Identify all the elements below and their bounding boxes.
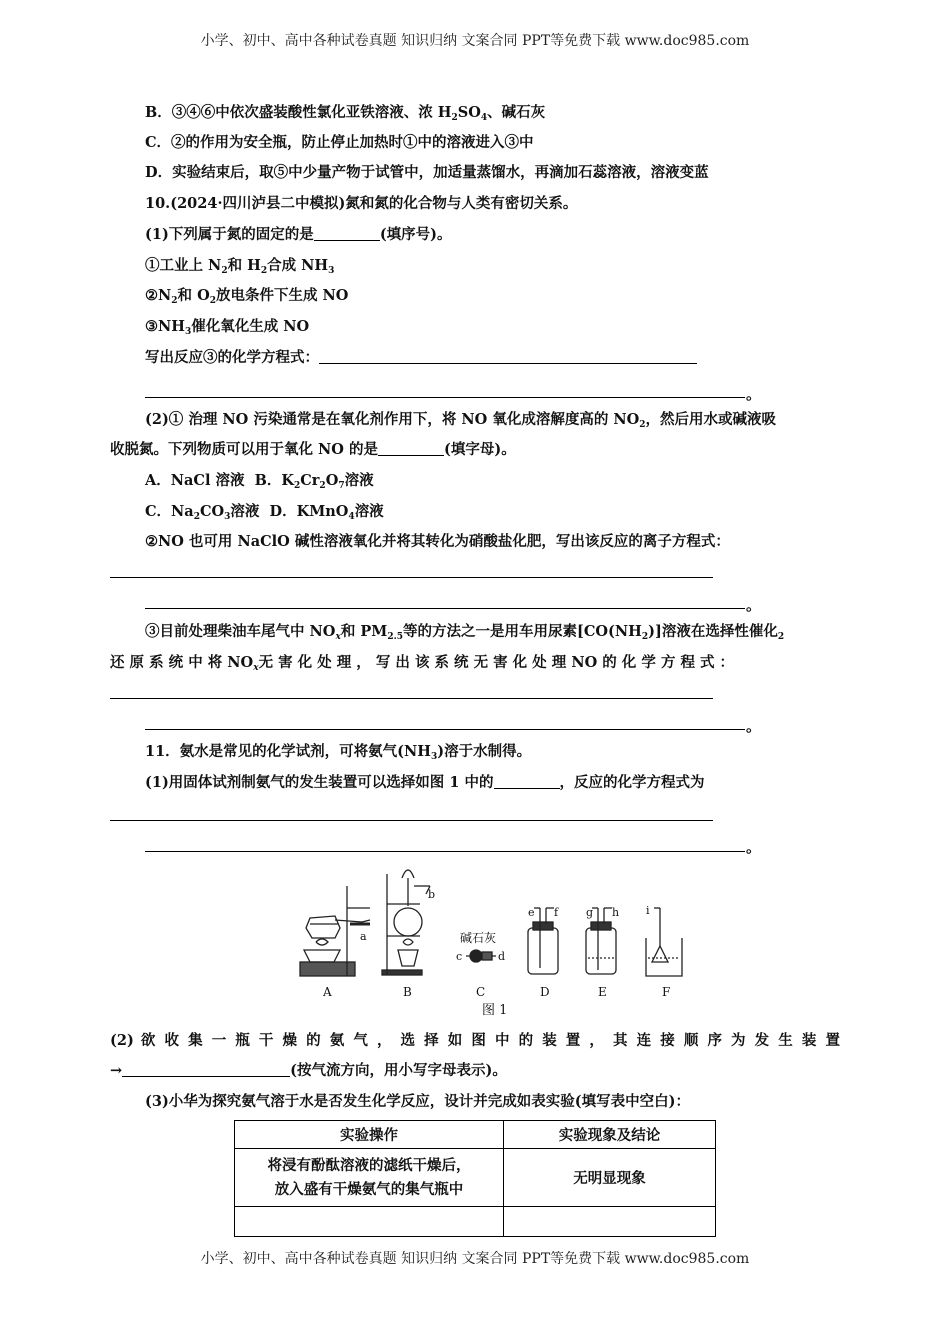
text: CO	[199, 503, 225, 520]
q10-part2b: ②NO 也可用 NaClO 碱性溶液氧化并将其转化为硝酸盐化肥，写出该反应的离子方程式：	[145, 533, 730, 550]
q11-part2-line1: (2) 欲 收 集 一 瓶 干 燥 的 氨 气 ， 选 择 如 图 中 的 装 置 ， 其 连 接 顺 序 为 发 生 装 置	[110, 1032, 840, 1049]
answer-line[interactable]	[110, 577, 713, 578]
q11-title: 11．氨水是常见的化学试剂，可将氨气$(NH_3)$溶于水制得。	[145, 743, 532, 762]
table-cell: 无明显现象	[504, 1149, 716, 1207]
apparatus-b	[382, 870, 430, 975]
table-row	[235, 1149, 716, 1207]
answer-line[interactable]	[110, 820, 713, 821]
text: 收脱氮。下列物质可以用于氧化 NO 的是	[110, 441, 378, 458]
text: 溶液	[344, 472, 374, 489]
answer-line[interactable]	[145, 729, 745, 730]
text: B．K	[254, 472, 294, 489]
arrow-icon: →	[110, 1062, 123, 1079]
table-row	[235, 1207, 716, 1237]
experiment-table	[234, 1120, 716, 1237]
answer-blank[interactable]	[314, 240, 380, 241]
answer-blank[interactable]	[378, 455, 444, 456]
apparatus-c	[466, 950, 496, 962]
text: (填序号)。	[379, 226, 452, 243]
period: 。	[746, 596, 762, 614]
port-d: d	[498, 950, 506, 963]
port-c: c	[456, 950, 463, 963]
q10-options-cd	[145, 502, 840, 527]
text: 溶液	[354, 503, 384, 520]
option-d: D．KMnO$_4$溶液	[269, 503, 384, 522]
q10-title: 10.(2024·四川泸县二中模拟)氮和氮的化合物与人类有密切关系。	[145, 195, 578, 212]
answer-blank[interactable]	[122, 1076, 290, 1077]
q10-options-ab	[145, 471, 840, 496]
q10-item1: ①工业上 $N_2$和 $H_2$合成 $NH_3$	[145, 257, 335, 276]
text: )溶于水制得。	[437, 743, 532, 760]
q9-option-b: B．③④⑥中依次盛装酸性氯化亚铁溶液、浓 $H_2SO_4$、碱石灰	[145, 104, 546, 123]
q11-part1	[145, 773, 840, 793]
text: (2)① 治理 NO 污染通常是在氧化剂作用下，将 NO 氧化成溶解度高的 NO	[145, 411, 640, 428]
text: ③NH	[145, 318, 185, 335]
text: 等的方法之一是用车用尿素[CO(NH	[403, 623, 642, 640]
port-f: f	[554, 906, 559, 919]
apparatus-figure	[290, 858, 710, 1020]
text: D．KMnO	[269, 503, 349, 520]
text: 放电条件下生成 NO	[215, 287, 349, 304]
period: 。	[746, 838, 762, 856]
text: B．③④⑥中依次盛装酸性氯化亚铁溶液、浓 H	[145, 104, 452, 121]
q10-item3: $③NH_3$催化氧化生成 NO	[145, 318, 310, 337]
text: ③目前处理柴油车尾气中 NO	[145, 623, 336, 640]
text: ，然后用水或碱液吸	[645, 411, 777, 428]
port-i: i	[646, 904, 650, 917]
page-footer: 小学、初中、高中各种试卷真题 知识归纳 文案合同 PPT等免费下载 www.doc985.com	[200, 1251, 750, 1267]
answer-line[interactable]	[145, 608, 745, 609]
answer-line[interactable]	[145, 851, 745, 852]
answer-line[interactable]	[110, 698, 713, 699]
table-cell-blank[interactable]	[504, 1207, 716, 1237]
text: ②N	[145, 287, 172, 304]
q10-part2-line2	[110, 440, 840, 460]
text: )]溶液在选择性催化	[648, 623, 778, 640]
text: 无 害 化 处 理 ， 写 出 该 系 统 无 害 化 处 理 NO 的 化 学 方 程 式 ：	[258, 654, 735, 671]
text: 溶液	[230, 503, 260, 520]
text: 2.5	[387, 632, 403, 642]
q11-part2-line2	[110, 1061, 840, 1081]
q10-part3-line1: ③目前处理柴油车尾气中 $NO_x$和 $PM_{2.5}$等的方法之一是用车用尿素$[CO(NH_2)]$溶液在选择性催化$_2$	[145, 623, 785, 642]
label-f: F	[662, 985, 671, 999]
q10-part1	[145, 225, 840, 245]
text: (1)用固体试剂制氨气的发生装置可以选择如图 1 中的	[145, 774, 494, 791]
label-e: E	[598, 985, 607, 999]
label-a: A	[323, 985, 332, 999]
text: 将浸有酚酞溶液的滤纸干燥后，	[267, 1156, 471, 1174]
soda-lime-label: 碱石灰	[460, 931, 497, 945]
text: 写出反应③的化学方程式：	[145, 349, 319, 366]
table-cell-blank[interactable]	[235, 1207, 504, 1237]
port-b: b	[428, 888, 436, 901]
port-g: g	[586, 906, 594, 919]
text: ，反应的化学方程式为	[559, 774, 705, 791]
q9-option-d: D．实验结束后，取⑤中少量产物于试管中，加适量蒸馏水，再滴加石蕊溶液，溶液变蓝	[145, 164, 709, 181]
table-header: 实验现象及结论	[504, 1121, 716, 1149]
option-b: B．$K_2Cr_2O_7$溶液	[254, 472, 374, 491]
q10-part3-line2: 还 原 系 统 中 将 $NO_x$无 害 化 处 理 ， 写 出 该 系 统 无 害 化 处 理 NO 的 化 学 方 程 式 ：	[110, 654, 735, 673]
port-e: e	[528, 906, 535, 919]
text: 催化氧化生成 NO	[191, 318, 310, 335]
period: 。	[746, 717, 762, 735]
q10-part2-line1: (2)① 治理 NO 污染通常是在氧化剂作用下，将 NO 氧化成溶解度高的 $NO_2$，然后用水或碱液吸	[145, 411, 777, 430]
text: 、碱石灰	[487, 104, 546, 121]
text: C．Na	[145, 503, 194, 520]
answer-line[interactable]	[145, 397, 745, 398]
port-a: a	[360, 930, 367, 943]
text: 和 H	[227, 257, 261, 274]
apparatus-f	[646, 908, 682, 976]
text: (按气流方向，用小写字母表示)。	[290, 1062, 507, 1079]
page-header: 小学、初中、高中各种试卷真题 知识归纳 文案合同 PPT等免费下载 www.doc985.com	[200, 33, 750, 49]
answer-blank[interactable]	[319, 363, 697, 364]
label-c: C	[476, 985, 486, 999]
q9-option-c: C．②的作用为安全瓶，防止停止加热时①中的溶液进入③中	[145, 134, 534, 151]
text: 放入盛有干燥氨气的集气瓶中	[274, 1180, 464, 1198]
period: 。	[746, 385, 762, 403]
text: (填字母)。	[443, 441, 516, 458]
text: Cr	[300, 472, 320, 489]
text: SO	[457, 104, 481, 121]
text: 11．氨水是常见的化学试剂，可将氨气(NH	[145, 743, 431, 760]
option-c: C．$Na_2CO_3$溶液	[145, 503, 260, 522]
table-header-row	[235, 1121, 716, 1149]
text: 和 PM	[340, 623, 388, 640]
text: (1)下列属于氮的固定的是	[145, 226, 314, 243]
text: 合成 NH	[267, 257, 329, 274]
port-h: h	[612, 906, 620, 919]
q10-write-equation	[145, 348, 840, 368]
table-cell	[235, 1149, 504, 1207]
q11-part3: (3)小华为探究氨气溶于水是否发生化学反应，设计并完成如表实验(填写表中空白)：	[145, 1093, 691, 1110]
label-b: B	[403, 985, 412, 999]
q10-item2: $②N_2$和 $O_2$放电条件下生成 NO	[145, 287, 349, 306]
table-header: 实验操作	[235, 1121, 504, 1149]
label-d: D	[540, 985, 550, 999]
figure-caption: 图 1	[482, 1003, 508, 1018]
text: O	[325, 472, 339, 489]
option-a: A．NaCl 溶液	[145, 472, 245, 489]
answer-blank[interactable]	[494, 788, 560, 789]
text: ①工业上 N	[145, 257, 222, 274]
text: 还 原 系 统 中 将 NO	[110, 654, 254, 671]
text: 和 O	[177, 287, 210, 304]
text: x	[335, 632, 341, 642]
